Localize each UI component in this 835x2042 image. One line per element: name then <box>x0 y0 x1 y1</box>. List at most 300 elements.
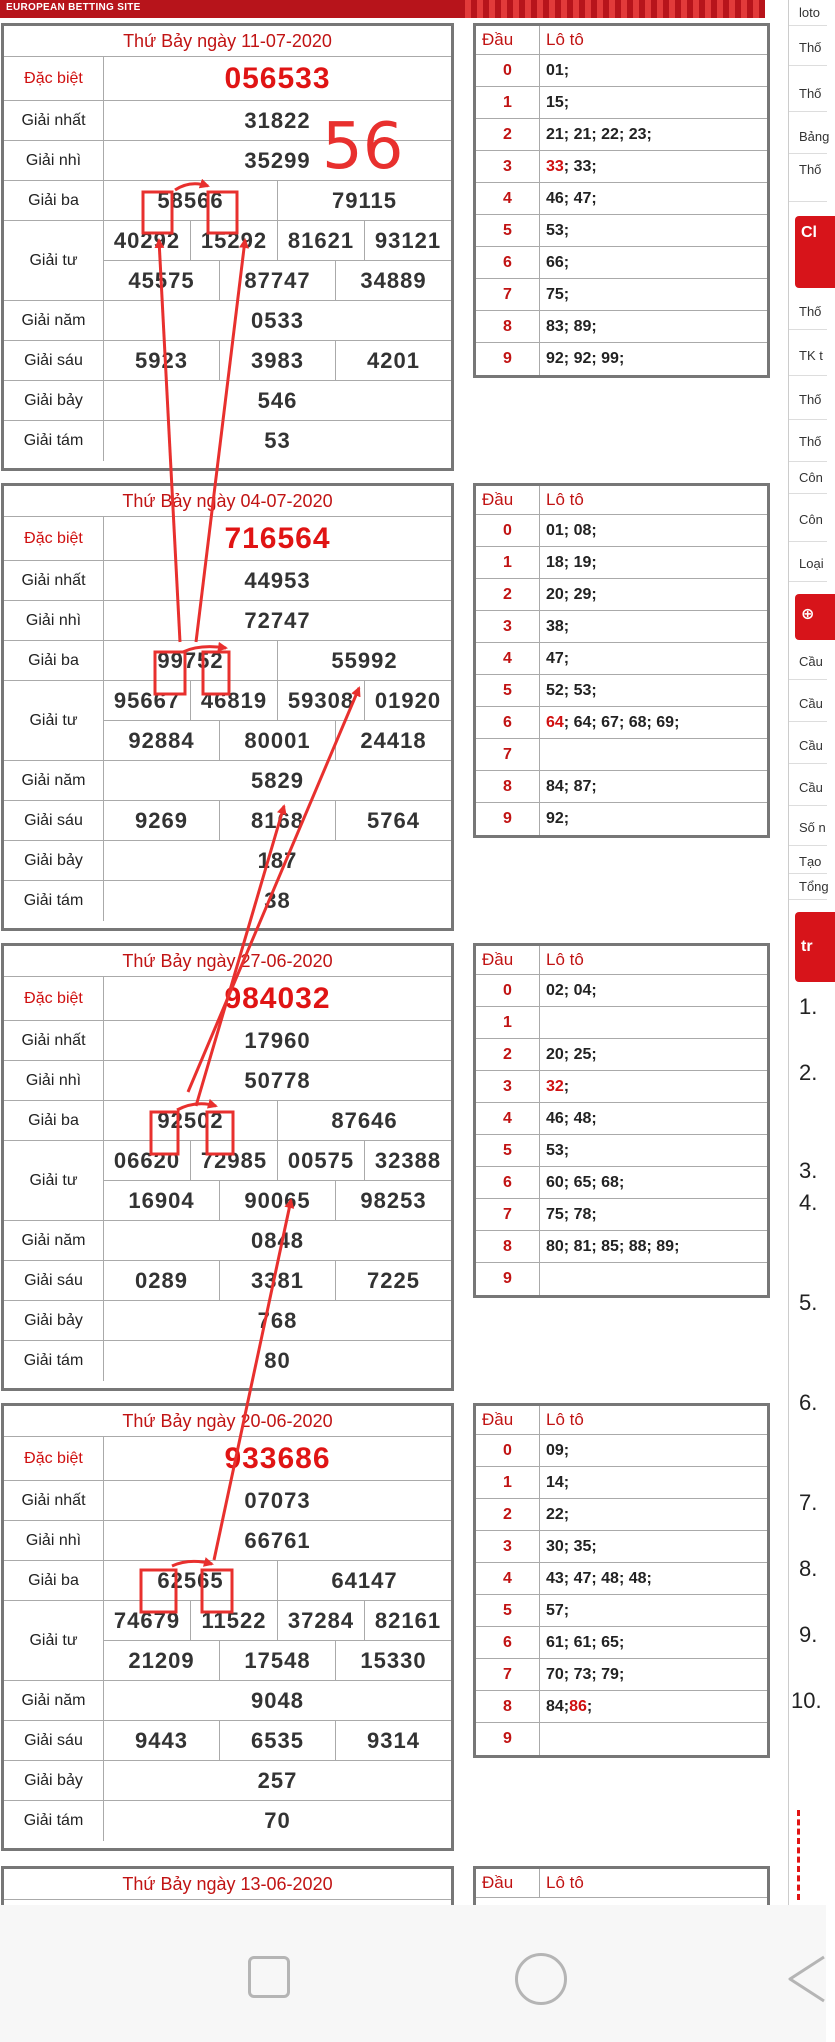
prize-values <box>104 1521 451 1560</box>
loto-dau-digit: 8 <box>476 1691 540 1722</box>
sidebar-red-header-paw: tr <box>795 912 835 982</box>
prize-values <box>104 1761 451 1800</box>
loto-header <box>476 1869 767 1898</box>
loto-values <box>540 515 767 546</box>
loto-dau-digit: 0 <box>476 55 540 86</box>
loto-row <box>476 1467 767 1499</box>
prize-values <box>104 1061 451 1100</box>
prize-label: Giải nhì <box>4 1521 104 1560</box>
loto-dau-digit: 2 <box>476 1499 540 1530</box>
sidebar-item[interactable]: Thố <box>789 422 827 462</box>
prize-number: 7225 <box>335 1261 451 1300</box>
prize-label: Giải nhất <box>4 1481 104 1520</box>
recent-apps-button[interactable] <box>248 1956 290 1998</box>
loto-values <box>540 55 767 86</box>
prize-number: 0848 <box>251 1227 304 1253</box>
sidebar-item[interactable]: TK t <box>789 336 827 376</box>
prize-label: Giải năm <box>4 301 104 340</box>
row-giai-nhat <box>4 1481 451 1521</box>
prize-label: Đặc biệt <box>4 977 104 1020</box>
prize-label: Giải tám <box>4 1341 104 1381</box>
prize-number: 07073 <box>244 1487 311 1513</box>
prize-values <box>104 517 451 560</box>
prize-line <box>104 841 451 880</box>
prize-values <box>104 1341 451 1381</box>
sidebar-item[interactable]: Côn <box>789 498 827 542</box>
prize-number: 6535 <box>219 1721 335 1760</box>
row-giai-sau <box>4 1721 451 1761</box>
loto-dau-digit: 9 <box>476 1263 540 1295</box>
loto-values <box>540 215 767 246</box>
loto-row <box>476 1531 767 1563</box>
prize-label: Giải bảy <box>4 1301 104 1340</box>
prize-label: Giải sáu <box>4 801 104 840</box>
prize-number: 31822 <box>244 107 311 133</box>
loto-header <box>476 486 767 515</box>
loto-values-rest: 02; 04; <box>546 981 597 999</box>
loto-values <box>540 707 767 738</box>
prize-number: 79115 <box>277 181 451 220</box>
sidebar-item[interactable]: loto <box>789 0 827 26</box>
back-triangle-icon <box>786 1953 826 2005</box>
prize-values <box>104 601 451 640</box>
result-table <box>1 23 454 471</box>
prize-label: Giải nhì <box>4 601 104 640</box>
prize-number: 72747 <box>244 607 311 633</box>
prize-number: 9443 <box>135 1727 188 1753</box>
prize-line <box>104 1521 451 1560</box>
row-giai-ba <box>4 181 451 221</box>
prize-values <box>104 1481 451 1520</box>
right-sidebar[interactable] <box>788 0 830 1905</box>
loto-values-rest: 14; <box>546 1473 570 1491</box>
loto-header-dau: Đầu <box>476 26 540 54</box>
loto-values <box>540 975 767 1006</box>
prize-number: 37284 <box>277 1601 364 1640</box>
prize-number: 546 <box>257 387 298 413</box>
loto-dau-digit: 0 <box>476 1435 540 1466</box>
prize-number: 66761 <box>244 1527 311 1553</box>
loto-dau-digit: 1 <box>476 1007 540 1038</box>
prize-number: 0289 <box>135 1267 188 1293</box>
loto-values-rest: 01; 08; <box>546 521 597 539</box>
prize-line <box>104 1021 451 1060</box>
prize-number: 3983 <box>219 341 335 380</box>
loto-dau-digit: 5 <box>476 215 540 246</box>
loto-values-rest: 38; <box>546 617 570 635</box>
back-button[interactable] <box>786 1953 826 2005</box>
sidebar-item[interactable]: Tạo <box>789 850 827 874</box>
loto-dau-digit: 3 <box>476 151 540 182</box>
loto-values-rest: 92; 92; 99; <box>546 350 625 367</box>
loto-table <box>473 1403 770 1758</box>
loto-values-rest: ; <box>563 1077 570 1095</box>
loto-dau-digit: 9 <box>476 803 540 835</box>
loto-values <box>540 579 767 610</box>
prize-label: Giải tư <box>4 221 104 300</box>
loto-row <box>476 771 767 803</box>
loto-values <box>540 343 767 375</box>
row-dac-biet <box>4 517 451 561</box>
prize-number: 8168 <box>219 801 335 840</box>
loto-values <box>540 739 767 770</box>
prize-line <box>104 1601 451 1640</box>
loto-row <box>476 1199 767 1231</box>
loto-row <box>476 1039 767 1071</box>
loto-values <box>540 1231 767 1262</box>
row-giai-nam <box>4 301 451 341</box>
loto-values-rest: ; 64; 67; 68; 69; <box>563 713 680 731</box>
result-table <box>1 483 454 931</box>
loto-header-dau: Đầu <box>476 946 540 974</box>
prize-line <box>104 1101 451 1140</box>
prize-values <box>104 1221 451 1260</box>
top-banner <box>0 0 765 18</box>
loto-row <box>476 1007 767 1039</box>
prize-values <box>104 977 451 1020</box>
prize-values <box>104 301 451 340</box>
prize-line <box>104 141 451 180</box>
prize-number: 3381 <box>219 1261 335 1300</box>
loto-values-rest: 22; <box>546 1505 570 1523</box>
prize-line <box>104 341 451 380</box>
prize-values <box>104 221 451 300</box>
row-giai-ba <box>4 1561 451 1601</box>
prize-values <box>104 1801 451 1841</box>
prize-line <box>104 720 451 760</box>
prize-line <box>104 517 451 560</box>
prize-number: 82161 <box>364 1601 451 1640</box>
prize-line <box>104 977 451 1020</box>
prize-line <box>104 1721 451 1760</box>
prize-number: 06620 <box>113 1147 181 1173</box>
prize-label: Giải bảy <box>4 1761 104 1800</box>
prize-number: 5764 <box>335 801 451 840</box>
result-title: Thứ Bảy ngày 11-07-2020 <box>4 26 451 57</box>
loto-row <box>476 1563 767 1595</box>
row-giai-sau <box>4 801 451 841</box>
loto-values <box>540 675 767 706</box>
row-giai-nam <box>4 1681 451 1721</box>
row-giai-tu <box>4 681 451 761</box>
loto-row <box>476 1723 767 1755</box>
row-giai-tu <box>4 1141 451 1221</box>
banner-stripe <box>465 0 765 18</box>
loto-values <box>540 1627 767 1658</box>
loto-values-rest: 15; <box>546 93 570 111</box>
prize-number: 55992 <box>277 641 451 680</box>
prize-line <box>104 641 451 680</box>
result-table <box>1 943 454 1391</box>
loto-values-rest: 66; <box>546 253 570 271</box>
prize-number: 80001 <box>219 721 335 760</box>
loto-values <box>540 247 767 278</box>
prize-number: 24418 <box>335 721 451 760</box>
prize-number: 92502 <box>157 1107 224 1133</box>
prize-line <box>104 761 451 800</box>
result-title: Thứ Bảy ngày 13-06-2020 <box>4 1869 451 1900</box>
sidebar-red-header-plus: ⊕ <box>795 594 835 640</box>
row-giai-tu <box>4 1601 451 1681</box>
prize-line <box>104 1481 451 1520</box>
loto-values <box>540 87 767 118</box>
prize-number: 44953 <box>244 567 311 593</box>
loto-values <box>540 1263 767 1295</box>
sidebar-number: 10. <box>791 1688 822 1713</box>
loto-row <box>476 547 767 579</box>
loto-dau-digit: 8 <box>476 771 540 802</box>
row-dac-biet <box>4 1437 451 1481</box>
loto-row <box>476 343 767 375</box>
loto-values-rest: 09; <box>546 1441 570 1459</box>
prize-number: 01920 <box>364 681 451 720</box>
loto-row <box>476 151 767 183</box>
prize-label: Giải tư <box>4 1601 104 1680</box>
loto-dau-digit: 2 <box>476 579 540 610</box>
row-giai-sau <box>4 341 451 381</box>
loto-dau-digit: 6 <box>476 707 540 738</box>
prize-line <box>104 421 451 461</box>
loto-values <box>540 1563 767 1594</box>
loto-row <box>476 1627 767 1659</box>
loto-highlight: 86 <box>569 1697 587 1715</box>
prize-number: 4201 <box>335 341 451 380</box>
prize-label: Giải nhất <box>4 561 104 600</box>
loto-dau-digit: 6 <box>476 247 540 278</box>
prize-number: 87747 <box>219 261 335 300</box>
prize-label: Đặc biệt <box>4 57 104 100</box>
loto-values-rest: 80; 81; 85; 88; 89; <box>546 1237 680 1255</box>
loto-values-rest: 70; 73; 79; <box>546 1665 625 1683</box>
prize-values <box>104 1601 451 1680</box>
row-giai-nhi <box>4 1061 451 1101</box>
loto-values <box>540 151 767 182</box>
row-dac-biet <box>4 977 451 1021</box>
loto-row <box>476 87 767 119</box>
row-giai-nhat <box>4 1021 451 1061</box>
loto-row <box>476 1435 767 1467</box>
loto-row <box>476 515 767 547</box>
loto-row <box>476 1231 767 1263</box>
prize-values <box>104 1021 451 1060</box>
row-giai-tu <box>4 221 451 301</box>
prize-label: Giải nhì <box>4 1061 104 1100</box>
prize-number: 15330 <box>335 1641 451 1680</box>
loto-values-rest: 01; <box>546 61 570 79</box>
loto-values <box>540 1135 767 1166</box>
loto-values-rest: 75; <box>546 285 570 303</box>
loto-row <box>476 1499 767 1531</box>
sidebar-number: 7. <box>799 1490 818 1515</box>
prize-line <box>104 1061 451 1100</box>
result-title: Thứ Bảy ngày 20-06-2020 <box>4 1406 451 1437</box>
loto-values-rest: 30; 35; <box>546 1537 597 1555</box>
loto-values <box>540 119 767 150</box>
sidebar-number: 4. <box>799 1190 818 1215</box>
loto-header-loto: Lô tô <box>546 1873 584 1892</box>
loto-header-loto: Lô tô <box>546 1410 584 1429</box>
loto-dau-digit: 1 <box>476 547 540 578</box>
prize-number: 21209 <box>128 1647 195 1673</box>
prize-number: 0533 <box>251 307 304 333</box>
prize-number: 95667 <box>113 687 181 713</box>
prize-line <box>104 260 451 300</box>
loto-row <box>476 1263 767 1295</box>
loto-values <box>540 1199 767 1230</box>
banner-brand: EUROPEAN BETTING SITE <box>6 2 141 13</box>
prize-number: 98253 <box>335 1181 451 1220</box>
prize-number: 90065 <box>219 1181 335 1220</box>
loto-values <box>540 1167 767 1198</box>
sidebar-item[interactable]: Thố <box>789 380 827 420</box>
loto-row <box>476 611 767 643</box>
sidebar-ad-frame <box>797 1810 827 1900</box>
prize-line <box>104 1141 451 1180</box>
prize-label: Giải tám <box>4 881 104 921</box>
loto-dau-digit: 0 <box>476 975 540 1006</box>
row-giai-nam <box>4 1221 451 1261</box>
sidebar-number: 1. <box>799 994 818 1019</box>
loto-dau-digit: 4 <box>476 183 540 214</box>
loto-values <box>540 1071 767 1102</box>
sidebar-item[interactable]: Bảng <box>789 120 827 154</box>
sidebar-item[interactable]: Loại <box>789 546 827 582</box>
prize-number: 5923 <box>135 347 188 373</box>
loto-values-rest: ; <box>586 1697 593 1715</box>
loto-row <box>476 279 767 311</box>
loto-values-rest: 52; 53; <box>546 681 597 699</box>
sidebar-item[interactable]: Thố <box>789 30 827 66</box>
prize-line <box>104 561 451 600</box>
loto-row <box>476 55 767 87</box>
prize-number: 5829 <box>251 767 304 793</box>
result-title: Thứ Bảy ngày 04-07-2020 <box>4 486 451 517</box>
loto-dau-digit: 8 <box>476 1231 540 1262</box>
row-giai-bay <box>4 381 451 421</box>
loto-values <box>540 1499 767 1530</box>
loto-values <box>540 611 767 642</box>
prize-label: Đặc biệt <box>4 1437 104 1480</box>
loto-row <box>476 311 767 343</box>
loto-highlight: 32 <box>546 1077 564 1095</box>
loto-values-rest: 18; 19; <box>546 553 597 571</box>
loto-values <box>540 1691 767 1722</box>
loto-dau-digit: 8 <box>476 311 540 342</box>
prize-number: 34889 <box>335 261 451 300</box>
loto-dau-digit: 2 <box>476 1039 540 1070</box>
home-button[interactable] <box>515 1953 567 2005</box>
result-title: Thứ Bảy ngày 27-06-2020 <box>4 946 451 977</box>
row-giai-nam <box>4 761 451 801</box>
sidebar-item[interactable]: Cầu <box>789 686 827 722</box>
prize-line <box>104 1761 451 1800</box>
prize-line <box>104 601 451 640</box>
sidebar-item[interactable]: Cầu <box>789 644 827 680</box>
loto-values <box>540 547 767 578</box>
loto-table <box>473 483 770 838</box>
row-giai-tam <box>4 1801 451 1841</box>
prize-line <box>104 1261 451 1300</box>
prize-values <box>104 1681 451 1720</box>
loto-header-dau: Đầu <box>476 1869 540 1897</box>
sidebar-item[interactable]: Cầu <box>789 728 827 764</box>
prize-line <box>104 57 451 100</box>
loto-values-rest: 43; 47; 48; 48; <box>546 1569 652 1587</box>
loto-dau-digit: 7 <box>476 279 540 310</box>
loto-header-dau: Đầu <box>476 1406 540 1434</box>
prize-values <box>104 1721 451 1760</box>
prize-line <box>104 301 451 340</box>
loto-dau-digit: 4 <box>476 1563 540 1594</box>
loto-values <box>540 279 767 310</box>
loto-dau-digit: 1 <box>476 87 540 118</box>
loto-dau-digit: 9 <box>476 343 540 375</box>
prize-number: 9048 <box>251 1687 304 1713</box>
prize-values <box>104 381 451 420</box>
loto-dau-digit: 1 <box>476 1467 540 1498</box>
sidebar-item[interactable]: Côn <box>789 462 827 494</box>
prize-label: Giải sáu <box>4 1721 104 1760</box>
prize-values <box>104 841 451 880</box>
prize-label: Giải tám <box>4 421 104 461</box>
loto-values-rest: 21; 21; 22; 23; <box>546 125 652 143</box>
sidebar-item[interactable]: Tổng <box>789 874 827 900</box>
loto-row <box>476 675 767 707</box>
sidebar-item[interactable]: Thố <box>789 160 827 202</box>
loto-dau-digit: 6 <box>476 1627 540 1658</box>
loto-row <box>476 215 767 247</box>
loto-row <box>476 247 767 279</box>
prize-number: 35299 <box>244 147 311 173</box>
loto-row <box>476 739 767 771</box>
loto-values <box>540 183 767 214</box>
special-prize-number: 984032 <box>224 981 331 1015</box>
loto-values-rest: 53; <box>546 221 570 239</box>
prize-values <box>104 141 451 180</box>
row-giai-nhat <box>4 101 451 141</box>
sidebar-item[interactable]: Cầu <box>789 770 827 806</box>
sidebar-item[interactable]: Thố <box>789 294 827 330</box>
prize-values <box>104 681 451 760</box>
loto-values-rest: 92; <box>546 810 570 827</box>
loto-table <box>473 23 770 378</box>
prize-number: 64147 <box>277 1561 451 1600</box>
loto-values <box>540 771 767 802</box>
loto-values-rest: 84; 87; <box>546 777 597 795</box>
sidebar-item[interactable]: Thố <box>789 76 827 112</box>
loto-values <box>540 1039 767 1070</box>
row-giai-nhi <box>4 601 451 641</box>
prize-number: 81621 <box>277 221 364 260</box>
loto-dau-digit: 3 <box>476 611 540 642</box>
prize-line <box>104 681 451 720</box>
prize-number: 257 <box>257 1767 298 1793</box>
prize-line <box>104 1561 451 1600</box>
prize-label: Giải nhì <box>4 141 104 180</box>
prize-values <box>104 1561 451 1600</box>
handwritten-note: 56 <box>322 110 404 184</box>
prize-line <box>104 801 451 840</box>
prize-number: 70 <box>264 1808 291 1833</box>
prize-label: Đặc biệt <box>4 517 104 560</box>
special-prize-number: 716564 <box>224 521 331 555</box>
prize-values <box>104 881 451 921</box>
prize-label: Giải tư <box>4 1141 104 1220</box>
loto-row <box>476 1659 767 1691</box>
sidebar-item[interactable]: Số n <box>789 810 827 846</box>
sidebar-number: 2. <box>799 1060 818 1085</box>
loto-values <box>540 311 767 342</box>
